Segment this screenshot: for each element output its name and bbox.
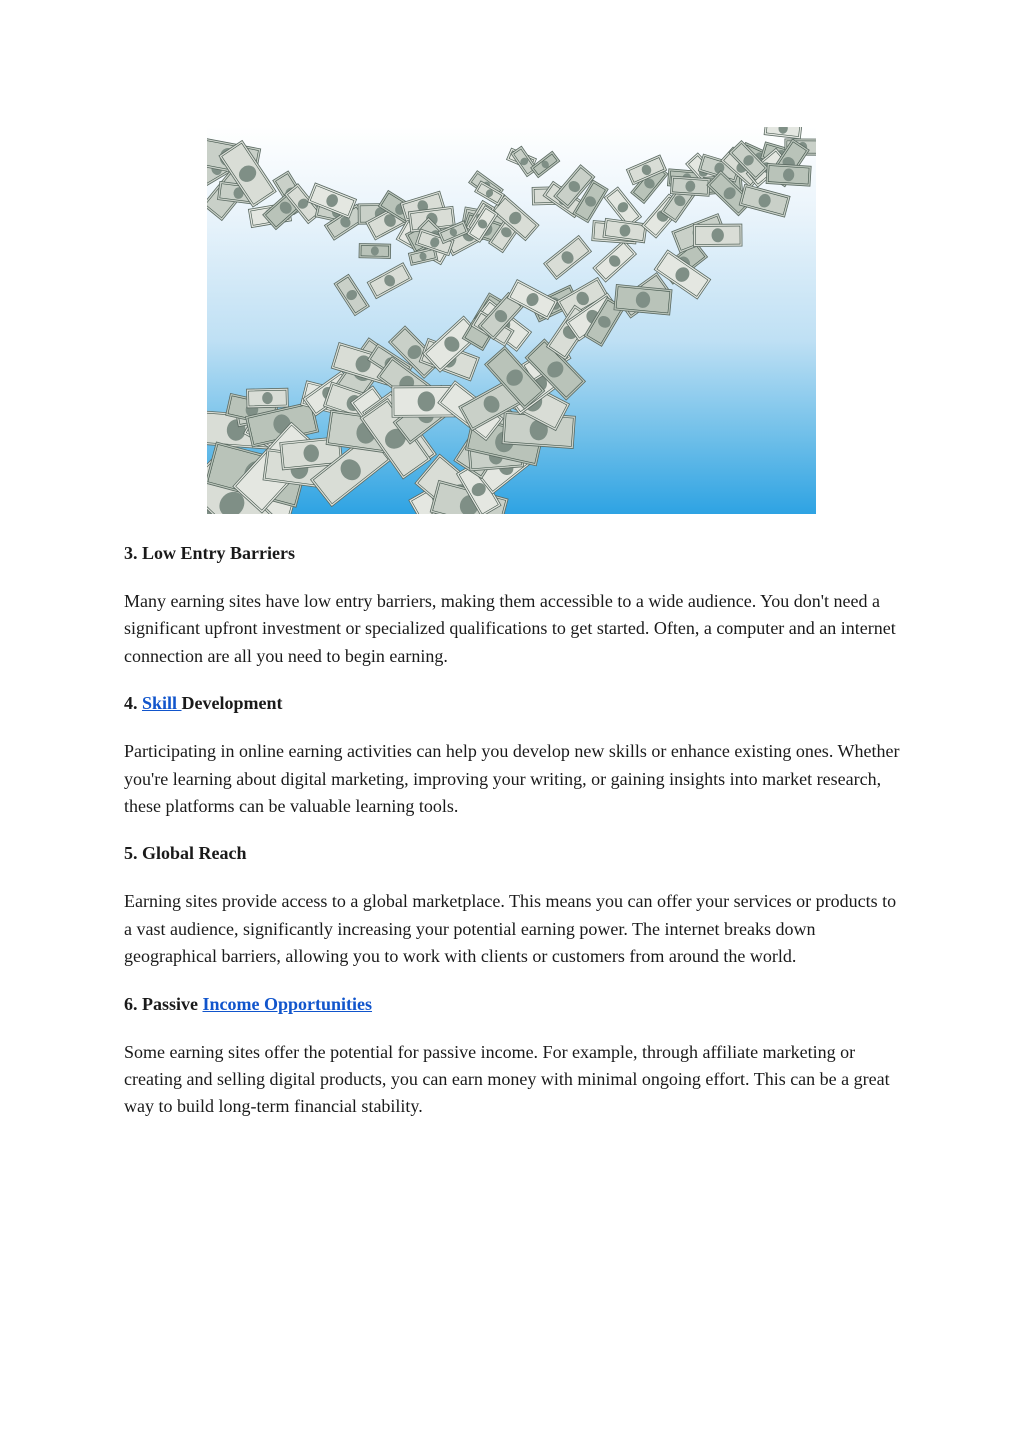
- section-heading-skill-development: [124, 690, 904, 717]
- section-heading-global-reach: [124, 840, 904, 867]
- heading-text: 3. Low Entry Barriers: [124, 543, 295, 563]
- dollar-bill-icon: [766, 163, 811, 186]
- section-body-global-reach: Earning sites provide access to a global marketplace. This means you can offer your services or products to a vast audience, significantly increasing your potential earning power. The internet breaks down geographical barriers, allowing you to work with clients or customers from around the world.: [124, 891, 897, 967]
- income-opportunities-link[interactable]: Income Opportunities: [202, 993, 373, 1014]
- dollar-bill-icon: [739, 184, 790, 217]
- dollar-bill-icon: [247, 388, 289, 408]
- section-heading-passive-income: [124, 991, 904, 1018]
- skill-link[interactable]: Skill: [142, 693, 182, 714]
- heading-text: 6. Passive: [124, 993, 203, 1014]
- dollar-bill-icon: [334, 274, 369, 315]
- heading-text: 4.: [124, 693, 142, 714]
- dollar-bill-icon: [367, 263, 412, 299]
- section-body-skill-development: Participating in online earning activities can help you develop new skills or enhance existing ones. Whether you're learning about digital marketing, improving your writing, or gaining insights into market research, these platforms can be valuable learning tools.: [124, 741, 900, 817]
- flying-dollar-bills-image: [207, 127, 816, 514]
- dollar-bill-icon: [693, 224, 742, 246]
- dollar-bill-icon: [670, 176, 710, 196]
- dollar-bill-icon: [359, 243, 391, 258]
- dollar-bill-icon: [544, 235, 592, 279]
- dollar-bill-icon: [593, 240, 637, 282]
- dollar-bill-icon: [764, 127, 802, 139]
- dollar-bills-illustration: [207, 127, 816, 514]
- heading-text: 5. Global Reach: [124, 843, 247, 864]
- section-body-low-entry-barriers: Many earning sites have low entry barriers, making them accessible to a wide audience. You don't need a significant upfront investment or specialized qualifications to get started. Often, a computer and an internet connection are all you need to begin earning.: [124, 591, 896, 666]
- dollar-bill-icon: [614, 284, 672, 315]
- heading-text: Development: [181, 693, 283, 714]
- section-heading-low-entry-barriers: [124, 540, 904, 567]
- dollar-bill-icon: [531, 151, 560, 177]
- section-body-passive-income: Some earning sites offer the potential for passive income. For example, through affiliate marketing or creating and selling digital products, you can earn money with minimal ongoing effort. This can be a great way to build long-term financial stability.: [124, 1041, 890, 1117]
- article-body: [124, 540, 904, 1121]
